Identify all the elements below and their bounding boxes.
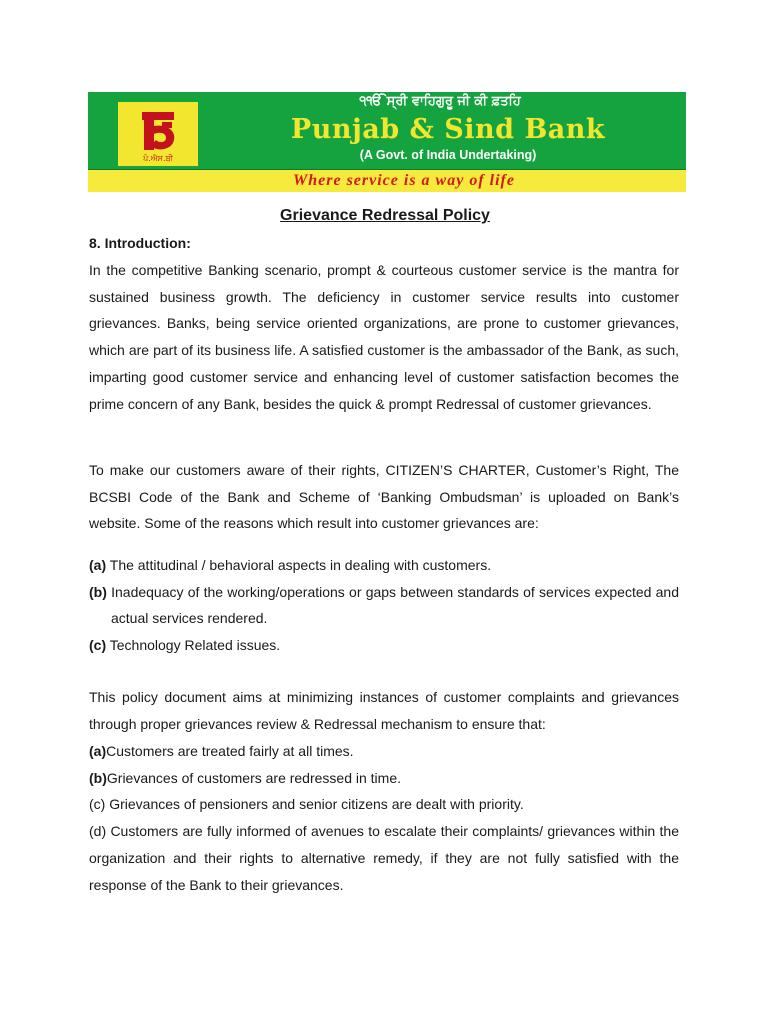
list-marker: (b) — [89, 583, 107, 600]
bank-tagline: Where service is a way of life — [293, 172, 515, 189]
list-marker: (c) — [89, 796, 106, 813]
banner-punjabi-line: ੧ੴ ਸ੍ਰੀ ਵਾਹਿਗੁਰੂ ਜੀ ਕੀ ਫ਼ਤਹਿ — [359, 94, 521, 109]
list-marker: (b) — [89, 769, 107, 786]
list-item — [89, 579, 679, 632]
rights-paragraph: To make our customers aware of their rights, CITIZEN’S CHARTER, Customer’s Right, The BCSBI Code of the Bank and Scheme of ‘Banking Ombudsman’ is uploaded on Bank’s website. Some of the reasons which result into customer grievances are: — [89, 462, 679, 532]
policy-aims-list — [89, 738, 679, 898]
list-marker: (c) — [89, 637, 107, 654]
list-item-text: Technology Related issues. — [106, 637, 281, 654]
list-item — [89, 765, 679, 792]
list-item-text: Customers are treated fairly at all times. — [106, 743, 354, 759]
list-item — [89, 738, 679, 765]
banner-tagline-strip — [88, 169, 686, 192]
bank-name: Punjab & Sind Bank — [290, 114, 606, 145]
grievance-reasons-list — [89, 552, 679, 659]
section-heading: 8. Introduction: — [89, 235, 191, 251]
list-item-text: Grievances of customers are redressed in time. — [106, 769, 402, 786]
intro-paragraph: In the competitive Banking scenario, prompt & courteous customer service is the mantra for sustained business growth. The deficiency in customer service results into customer grievances. Banks, being service oriented organizations, are prone to customer grievances, which are part of its business life. A satisfied customer is the ambassador of the Bank, as such, imparting good customer service and enhancing level of customer satisfaction becomes the prime concern of any Bank, besides the quick & prompt Redressal of customer grievances. — [89, 262, 679, 412]
list-item — [89, 791, 679, 818]
list-item — [89, 818, 679, 898]
list-marker: (d) — [89, 823, 107, 840]
list-item — [89, 632, 679, 659]
bank-logo — [118, 102, 198, 166]
bank-logo-mark-icon — [132, 106, 184, 154]
list-item-text: Customers are fully informed of avenues to escalate their complaints/ grievances within the organization and their rights to alternative remedy, if they are not fully satisfied with the response of the Bank to their grievances. — [89, 823, 679, 893]
list-item-text: Grievances of pensioners and senior citizens are dealt with priority. — [105, 796, 524, 813]
list-marker: (a) — [89, 743, 107, 759]
list-item-text: Inadequacy of the working/operations or gaps between standards of services expected and actual services rendered. — [106, 583, 679, 627]
list-item — [89, 552, 679, 579]
bank-subtitle: (A Govt. of India Undertaking) — [359, 148, 537, 162]
bank-logo-caption: ਪੰ.ਐਸ.ਬੀ — [143, 154, 173, 163]
document-title: Grievance Redressal Policy — [280, 207, 490, 224]
policy-aims-paragraph: This policy document aims at minimizing instances of customer complaints and grievances through proper grievances review & Redressal mechanism to ensure that: — [89, 689, 679, 732]
bank-letterhead-banner — [88, 92, 686, 192]
list-item-text: The attitudinal / behavioral aspects in dealing with customers. — [106, 557, 492, 573]
list-marker: (a) — [89, 557, 107, 573]
